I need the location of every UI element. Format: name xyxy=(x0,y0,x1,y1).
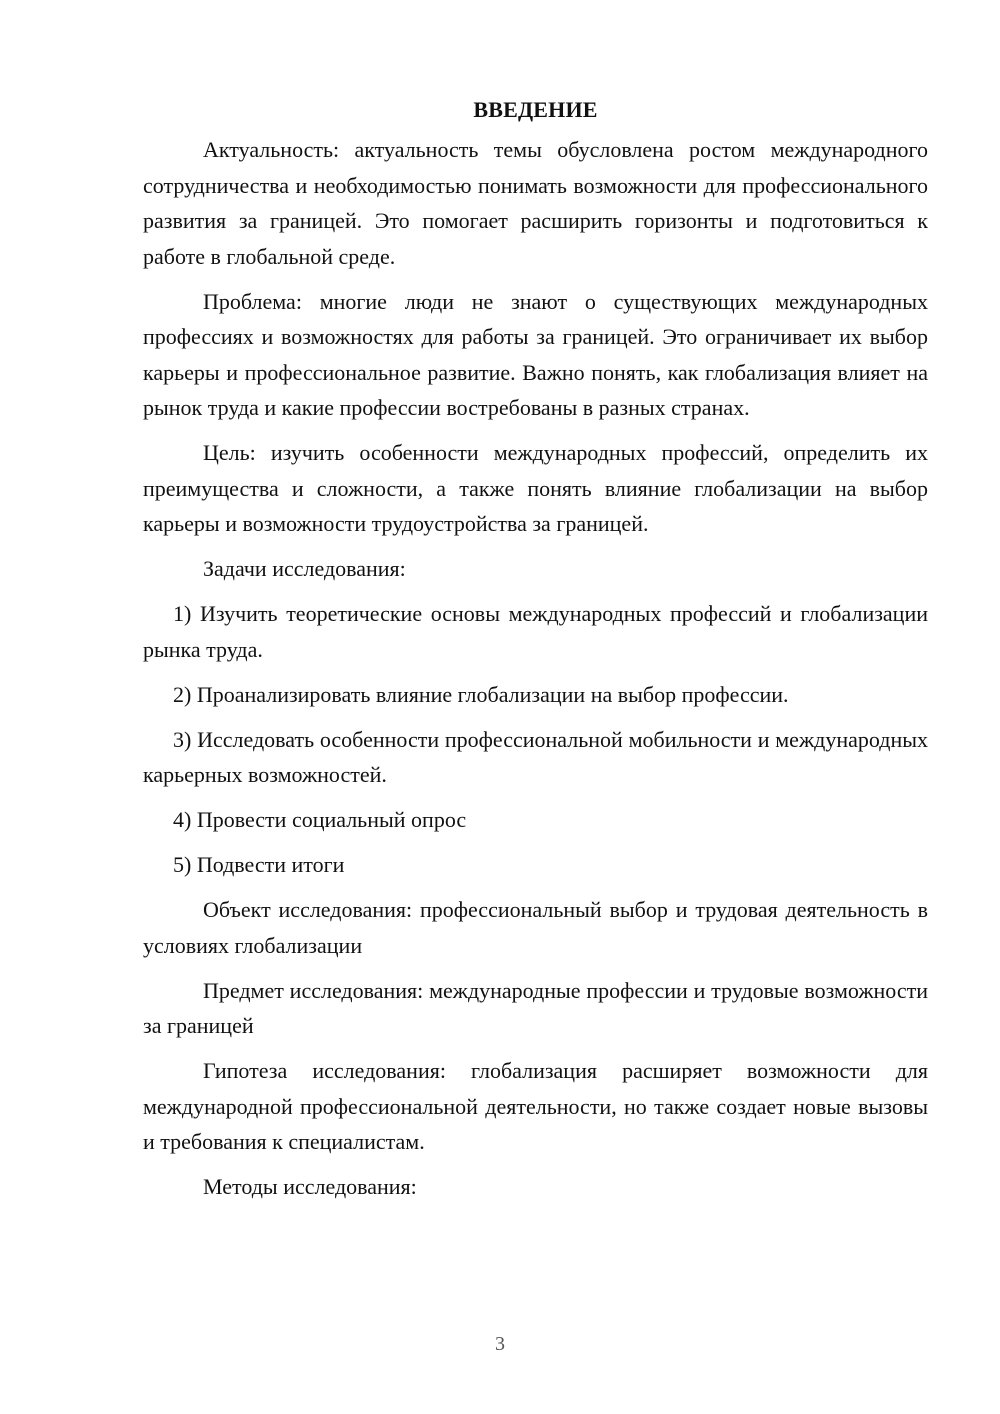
page-number: 3 xyxy=(495,1333,505,1355)
task-item-4: 4) Провести социальный опрос xyxy=(173,807,467,832)
methods-heading: Методы исследования: xyxy=(203,1174,417,1199)
paragraph-relevance: Актуальность: актуальность темы обусловлена ростом международного сотрудничества и необходимостью понимать возможности для профессионального развития за границей. Это помогает расширить горизонты и подготовиться к работе в глобальной среде. xyxy=(143,137,928,269)
document-page xyxy=(143,92,928,1214)
task-item-1: 1) Изучить теоретические основы международных профессий и глобализации рынка труда. xyxy=(143,601,928,662)
paragraph-object: Объект исследования: профессиональный выбор и трудовая деятельность в условиях глобализации xyxy=(143,897,928,958)
task-item-5: 5) Подвести итоги xyxy=(173,852,345,877)
paragraph-hypothesis: Гипотеза исследования: глобализация расширяет возможности для международной профессиональной деятельности, но также создает новые вызовы и требования к специалистам. xyxy=(143,1058,928,1154)
task-item-2: 2) Проанализировать влияние глобализации на выбор профессии. xyxy=(173,681,789,707)
paragraph-problem: Проблема: многие люди не знают о существующих международных профессиях и возможностях для работы за границей. Это ограничивает их выбор карьеры и профессиональное развитие. Важно понять, как глобализация влияет на рынок труда и какие профессии востребованы в разных странах. xyxy=(143,288,928,420)
tasks-heading: Задачи исследования: xyxy=(203,556,406,581)
paragraph-goal: Цель: изучить особенности международных профессий, определить их преимущества и сложности, а также понять влияние глобализации на выбор карьеры и возможности трудоустройства за границей. xyxy=(143,440,928,536)
task-item-3: 3) Исследовать особенности профессиональной мобильности и международных карьерных возможностей. xyxy=(143,726,928,787)
paragraph-subject: Предмет исследования: международные профессии и трудовые возможности за границей xyxy=(143,977,928,1038)
section-title: ВВЕДЕНИЕ xyxy=(473,97,598,122)
